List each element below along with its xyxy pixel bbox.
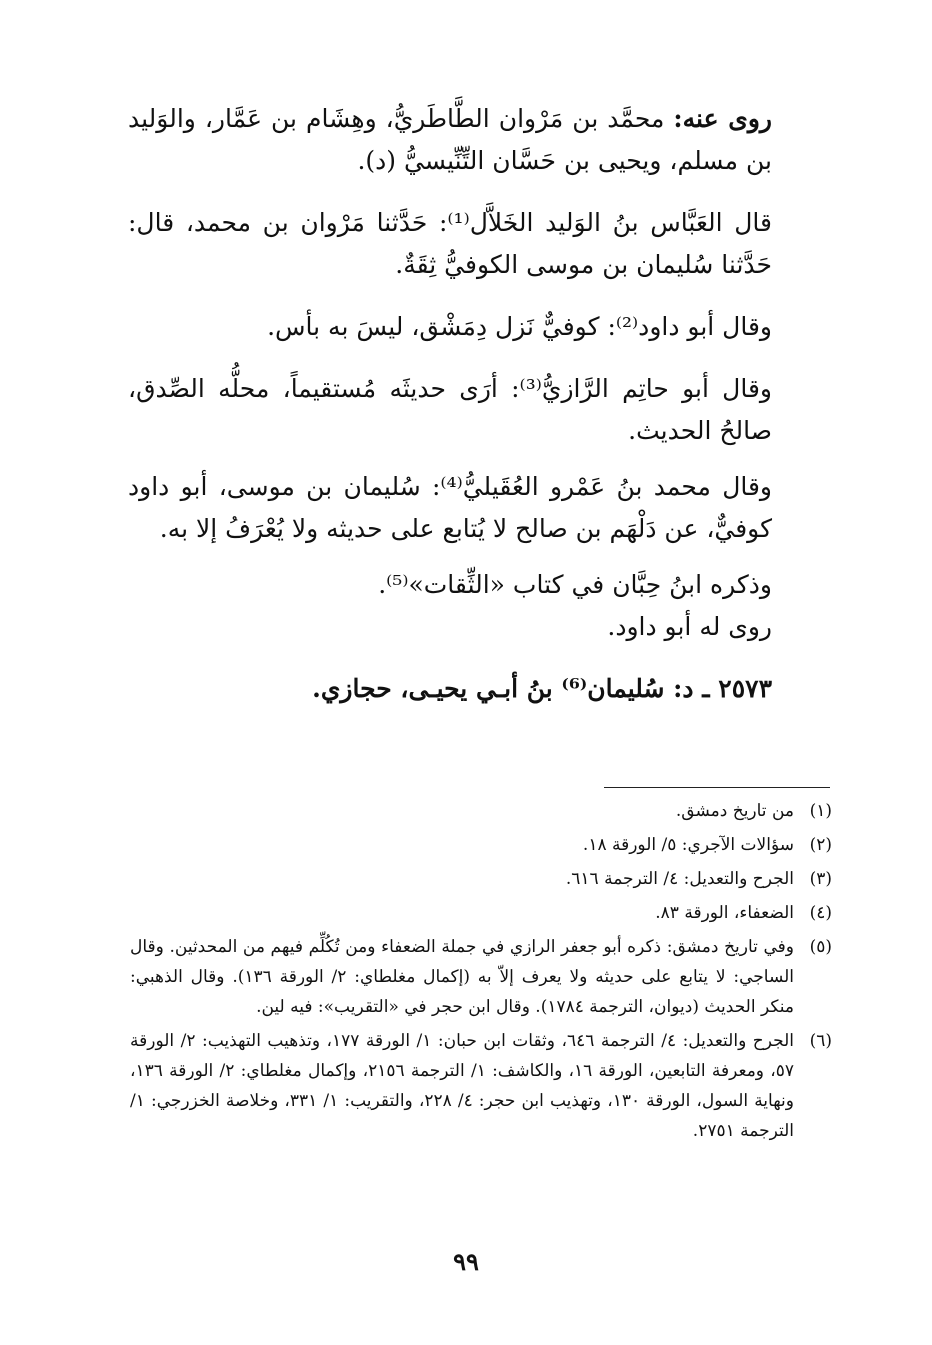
footnote-text: الجرح والتعديل: ٤/ الترجمة ٦١٦.: [565, 869, 794, 889]
paragraph-abbas: قال العَبَّاس بنُ الوَليد الخَلاَّل⁽¹⁾: حَدَّثنا مَرْوان بن محمد، قال: حَدَّثنا سُليمان بن موسى الكوفيُّ ثِقَةٌ.: [128, 208, 773, 279]
footnote-text: الضعفاء، الورقة ٨٣.: [655, 903, 794, 923]
footnote: [130, 796, 832, 826]
footnotes: [130, 796, 832, 1150]
footnote: [130, 898, 832, 928]
page-number: ٩٩: [453, 1247, 479, 1276]
footnote-number: (٥): [809, 937, 832, 957]
footnote-text: الجرح والتعديل: ٤/ الترجمة ٦٤٦، وثقات ابن حبان: ١/ الورقة ١٧٧، وتذهيب التهذيب: ٢/ الورقة ٥٧، ومعرفة التابعين، الورقة ١٦، والكاشف: ١/ الترجمة ٢١٥٦، وإكمال مغلطاي: ٢/ الورقة ١٣٦، ونهاية السول، الورقة ١٣٠، وتهذيب ابن حجر: ٤/ ٢٢٨، والتقريب: ١/ ٣٣١، وخلاصة الخزرجي: ١/ الترجمة ٢٧٥١.: [130, 1031, 794, 1141]
paragraph-narrated-by: روى له أبو داود.: [607, 612, 772, 641]
footnote-number: (٣): [809, 869, 832, 889]
footnote-number: (١): [809, 801, 832, 821]
footnote-number: (٤): [809, 903, 832, 923]
narrators-text: محمَّد بن مَرْوان الطَّاطَريُّ، وهِشَام بن عَمَّار، والوَليد بن مسلم، ويحيى بن حَسَّان التِّنِّيسيُّ (د).: [128, 104, 772, 175]
paragraph-narrators: [128, 98, 832, 182]
main-text: [128, 98, 832, 710]
footnote-text: من تاريخ دمشق.: [675, 801, 794, 821]
entry-heading: ٢٥٧٣ ـ د: سُليمان⁽⁶⁾ بنُ أبـي يحيـى، حجازي.: [312, 674, 772, 703]
footnote-number: (٦): [809, 1031, 832, 1051]
paragraph-uqayli: وقال محمد بنُ عَمْرو العُقَيليُّ⁽⁴⁾: سُليمان بن موسى، أبو داود كوفيٌّ، عن دَلْهَم بن صالح لا يُتابع على حديثه ولا يُعْرَفُ إلا به.: [128, 472, 772, 543]
footnote: [130, 932, 832, 1022]
footnote-text: سؤالات الآجري: ٥/ الورقة ١٨.: [582, 835, 794, 855]
footnote: [130, 1026, 832, 1146]
footnote-separator: [604, 787, 830, 788]
footnote: [130, 864, 832, 894]
footnote-text: وفي تاريخ دمشق: ذكره أبو جعفر الرازي في جملة الضعفاء ومن تُكُلِّم فيهم من المحدثين. وقال الساجي: لا يتابع على حديثه ولا يعرف إلاّ به (إكمال مغلطاي: ٢/ الورقة ١٣٦). وقال الذهبي: منكر الحديث (ديوان، الترجمة ١٧٨٤). وقال ابن حجر في «التقريب»: فيه لين.: [130, 937, 795, 1017]
paragraph-ibn-hibban: وذكره ابنُ حِبَّان في كتاب «الثِّقات»⁽⁵⁾.: [378, 570, 772, 599]
paragraph-abu-hatim: وقال أبو حاتِم الرَّازيُّ⁽³⁾: أرَى حديثَه مُستقيماً، محلُّه الصِّدق، صالحُ الحديث.: [128, 374, 772, 445]
paragraph-abu-dawud: وقال أبو داود⁽²⁾: كوفيٌّ نَزل دِمَشْق، ليسَ به بأس.: [267, 312, 772, 341]
narrators-lead: روى عنه:: [673, 104, 773, 133]
footnote: [130, 830, 832, 860]
footnote-number: (٢): [809, 835, 832, 855]
